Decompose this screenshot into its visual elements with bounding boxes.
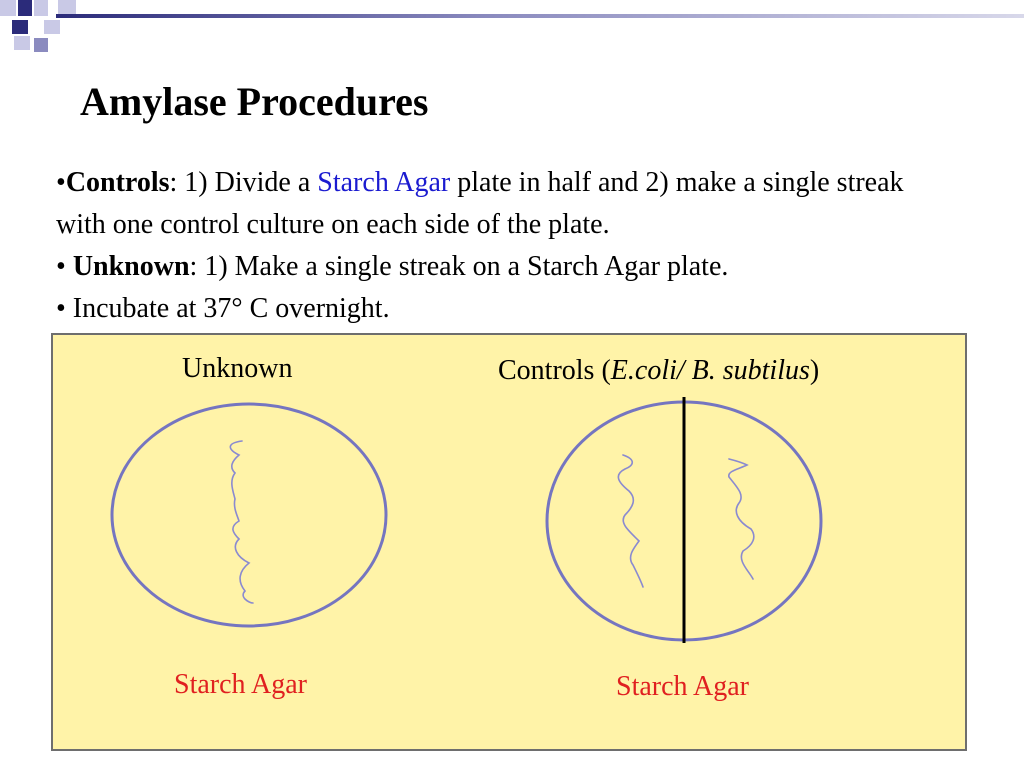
control-streak-right [729,459,754,579]
controls-plate-label: Starch Agar [616,671,749,702]
unknown-plate [112,404,386,626]
control-streak-left [618,455,643,587]
bullet-incubate: • Incubate at 37° C overnight. [56,293,390,324]
unknown-label: Unknown [182,353,293,384]
page-title: Amylase Procedures [80,79,429,124]
bullet-list [56,162,956,330]
unknown-plate-label: Starch Agar [174,669,307,700]
starch-agar-highlight: Starch Agar [317,167,451,198]
controls-label: Controls (E.coli/ B. subtilus) [498,355,820,386]
diagram-panel [51,333,967,751]
bullet-unknown: • Unknown: 1) Make a single streak on a Starch Agar plate. [56,251,729,282]
title-divider [56,14,1024,18]
corner-squares-decoration [0,0,80,60]
bullet-controls: •Controls: 1) Divide a Starch Agar plate in half and 2) make a single streak with one control culture on each side of the plate. [56,167,904,240]
unknown-streak [230,441,253,603]
